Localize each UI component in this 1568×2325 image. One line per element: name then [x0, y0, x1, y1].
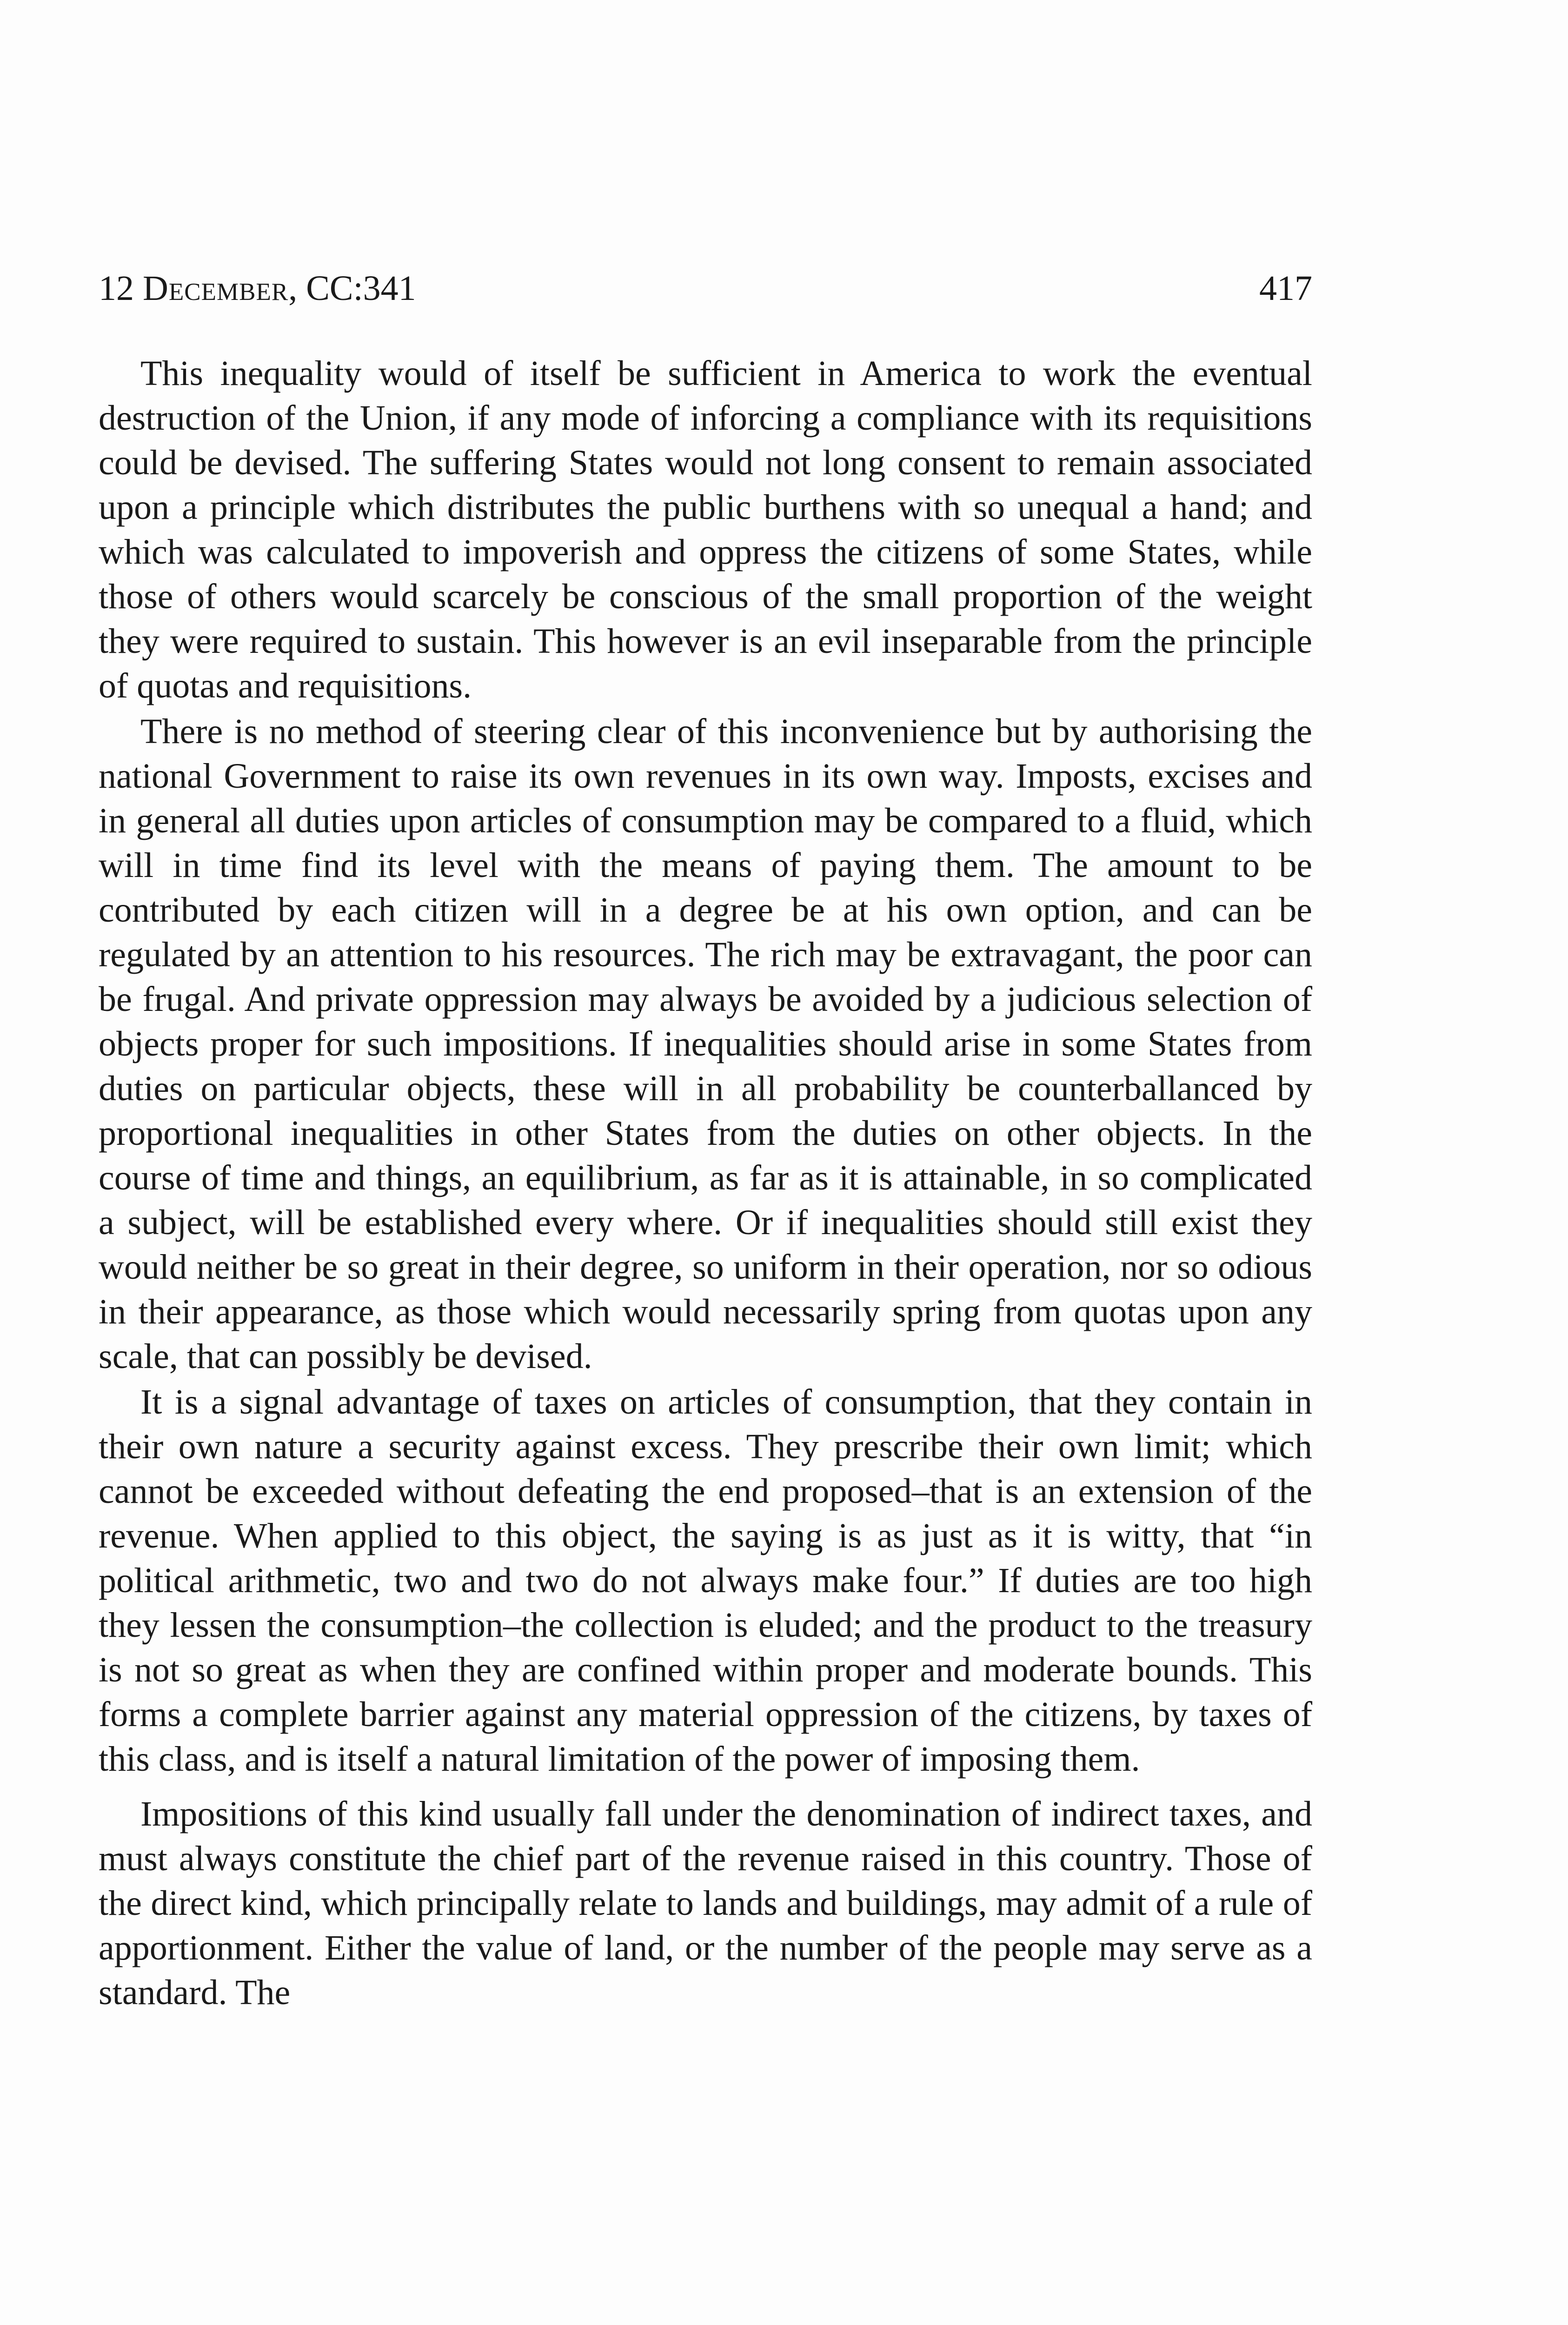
paragraph-inequality: This inequality would of itself be sufficient in America to work the eventual destruction of the Union, if any mode of inforcing a compliance with its requisitions could be devised. The suffering States would not long consent to remain associated upon a principle which distributes the public burthens with so unequal a hand; and which was calculated to impoverish and oppress the citizens of some States, while those of others would scarcely be conscious of the small proportion of the weight they were required to sustain. This however is an evil inseparable from the principle of quotas and requisitions. [99, 354, 1312, 705]
paragraph-steering-clear: There is no method of steering clear of this inconvenience but by authorising the national Government to raise its own revenues in its own way. Imposts, excises and in general all duties upon articles of consumption may be compared to a fluid, which will in time find its level with the means of paying them. The amount to be contributed by each citizen will in a degree be at his own option, and can be regulated by an attention to his resources. The rich may be extravagant, the poor can be frugal. And private oppression may always be avoided by a judicious selection of objects proper for such impositions. If inequalities should arise in some States from duties on particular objects, these will in all probability be counterballanced by proportional inequalities in other States from the duties on other objects. In the course of time and things, an equilibrium, as far as it is attainable, in so complicated a subject, will be established every where. Or if inequalities should still exist they would neither be so great in their degree, so uniform in their operation, nor so odious in their appearance, as those which would necessarily spring from quotas upon any scale, that can possibly be devised. [99, 712, 1312, 1376]
running-head-document-number: , CC:341 [288, 269, 416, 308]
running-head-citation [99, 263, 416, 314]
paragraph-impositions: Impositions of this kind usually fall under the denomination of indirect taxes, and must always constitute the chief part of the revenue raised in this country. Those of the direct kind, which principally relate to lands and buildings, may admit of a rule of apportionment. Either the value of land, or the number of the people may serve as a standard. The [99, 1794, 1312, 2012]
running-head [99, 263, 1312, 314]
page-number: 417 [1259, 269, 1312, 308]
running-head-month: December [143, 269, 289, 308]
body-text [99, 351, 1312, 2015]
paragraph-signal-advantage: It is a signal advantage of taxes on articles of consumption, that they contain in their own nature a security against excess. They prescribe their own limit; which cannot be exceeded without defeating the end proposed–that is an extension of the revenue. When applied to this object, the saying is as just as it is witty, that “in political arithmetic, two and two do not always make four.” If duties are too high they lessen the consumption–the collection is eluded; and the product to the treasury is not so great as when they are confined within proper and moderate bounds. This forms a complete barrier against any material oppression of the citizens, by taxes of this class, and is itself a natural limitation of the power of imposing them. [99, 1382, 1312, 1779]
running-head-date: 12 [99, 269, 134, 308]
